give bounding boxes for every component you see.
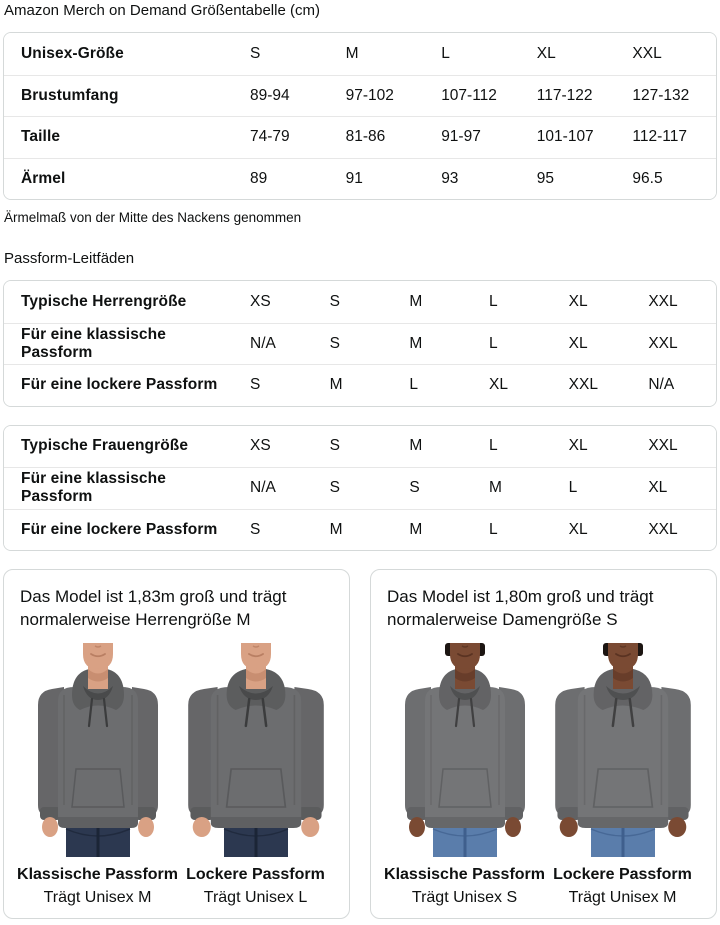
model-photo-loose-fit — [180, 643, 332, 857]
cell-value: 127-132 — [632, 86, 690, 104]
figure-size-caption: Trägt Unisex M — [568, 889, 677, 906]
cell-value: N/A — [648, 376, 675, 394]
cell-value: XL — [568, 437, 588, 455]
hoodie — [38, 668, 158, 837]
cell-value: 117-122 — [536, 86, 593, 104]
cell-value: XL — [648, 479, 668, 497]
row-label: Typische Frauengröße — [21, 437, 189, 455]
table-row — [4, 364, 716, 406]
cell-value: M — [409, 520, 423, 538]
cell-value: 97-102 — [345, 86, 394, 104]
cell-value: S — [329, 437, 340, 455]
row-label: Für eine klassische Passform — [21, 325, 166, 361]
page-title: Amazon Merch on Demand Größentabelle (cm) — [4, 2, 320, 19]
cell-value: XL — [568, 334, 588, 352]
cell-value: XXL — [648, 437, 678, 455]
row-label: Brustumfang — [21, 86, 119, 104]
table-row — [4, 323, 716, 365]
row-label: Für eine klassische Passform — [21, 470, 166, 506]
figure-size-caption: Trägt Unisex S — [411, 889, 518, 906]
table-row — [4, 281, 716, 323]
mens-fit-table — [3, 280, 717, 407]
table-row — [4, 33, 716, 75]
male-model-card — [3, 569, 350, 919]
cell-value: M — [409, 292, 423, 310]
cell-value: S — [250, 44, 261, 62]
model-cards — [3, 569, 717, 919]
cell-value: L — [441, 44, 450, 62]
row-label: Typische Herrengröße — [21, 292, 187, 310]
model-photo-classic-fit — [389, 643, 541, 857]
cell-value: 112-117 — [632, 128, 687, 146]
cell-value: N/A — [250, 334, 276, 352]
figure-fit-caption: Lockere Passform — [186, 866, 325, 883]
cell-value: XL — [536, 44, 556, 62]
cell-value: S — [250, 376, 261, 394]
cell-value: 93 — [441, 169, 459, 187]
figure-fit-caption: Klassische Passform — [384, 866, 545, 883]
womens-fit-table — [3, 425, 717, 552]
model-card-title: Das Model ist 1,80m groß und trägt normalerweise Damengröße S — [387, 587, 654, 629]
cell-value: M — [488, 479, 502, 497]
cell-value: M — [329, 376, 343, 394]
model-photo-classic-fit — [22, 643, 174, 857]
cell-value: M — [345, 44, 359, 62]
row-label: Für eine lockere Passform — [21, 376, 218, 394]
female-model-card — [370, 569, 717, 919]
hoodie — [188, 668, 324, 837]
table-row — [4, 158, 716, 200]
fit-guides-heading: Passform-Leitfäden — [4, 250, 135, 267]
model-photo-loose-fit — [547, 643, 699, 857]
table-row — [4, 426, 716, 468]
cell-value: L — [488, 437, 498, 455]
row-label: Taille — [21, 128, 61, 146]
cell-value: L — [488, 334, 498, 352]
cell-value: 107-112 — [441, 86, 497, 104]
unisex-size-table — [3, 32, 717, 200]
cell-value: S — [329, 292, 340, 310]
cell-value: 91 — [345, 169, 363, 187]
cell-value: S — [329, 479, 340, 497]
figure-size-caption: Trägt Unisex M — [43, 889, 152, 906]
table-row — [4, 75, 716, 117]
hoodie — [555, 668, 691, 837]
model-card-title: Das Model ist 1,83m groß und trägt normalerweise Herrengröße M — [20, 587, 287, 629]
cell-value: 101-107 — [536, 128, 594, 146]
cell-value: XL — [488, 376, 508, 394]
cell-value: 96.5 — [632, 169, 663, 187]
cell-value: M — [409, 334, 423, 352]
cell-value: 95 — [536, 169, 555, 187]
cell-value: N/A — [250, 479, 276, 497]
model-figures — [17, 643, 333, 907]
figure-size-caption: Trägt Unisex L — [203, 889, 308, 906]
model-figure-classic-fit — [17, 643, 178, 907]
model-figure-loose-fit — [180, 643, 332, 907]
row-label: Unisex-Größe — [21, 44, 124, 62]
cell-value: XS — [250, 437, 271, 455]
cell-value: S — [409, 479, 420, 497]
cell-value: XXL — [568, 376, 598, 394]
cell-value: 74-79 — [250, 128, 290, 146]
cell-value: 89-94 — [250, 86, 290, 104]
cell-value: S — [250, 520, 261, 538]
model-figure-loose-fit — [547, 643, 699, 907]
figure-fit-caption: Klassische Passform — [17, 866, 178, 883]
cell-value: L — [568, 479, 578, 497]
cell-value: L — [488, 520, 498, 538]
row-label: Für eine lockere Passform — [21, 520, 218, 538]
table-row — [4, 116, 716, 158]
cell-value: L — [409, 376, 418, 394]
cell-value: 91-97 — [441, 128, 481, 146]
cell-value: XXL — [648, 334, 678, 352]
cell-value: XL — [568, 520, 588, 538]
model-figure-classic-fit — [384, 643, 545, 907]
cell-value: M — [329, 520, 343, 538]
cell-value: XS — [250, 292, 271, 310]
cell-value: M — [409, 437, 423, 455]
cell-value: L — [488, 292, 498, 310]
cell-value: XXL — [648, 520, 678, 538]
model-figures — [384, 643, 700, 907]
cell-value: 81-86 — [345, 128, 386, 146]
cell-value: XXL — [632, 44, 662, 62]
sleeve-measure-note: Ärmelmaß von der Mitte des Nackens genommen — [4, 210, 302, 225]
row-label: Ärmel — [21, 169, 66, 187]
cell-value: XL — [568, 292, 588, 310]
table-row — [4, 509, 716, 551]
figure-fit-caption: Lockere Passform — [553, 866, 692, 883]
table-row — [4, 467, 716, 509]
cell-value: S — [329, 334, 340, 352]
hoodie — [405, 668, 525, 837]
cell-value: 89 — [250, 169, 268, 187]
cell-value: XXL — [648, 292, 678, 310]
